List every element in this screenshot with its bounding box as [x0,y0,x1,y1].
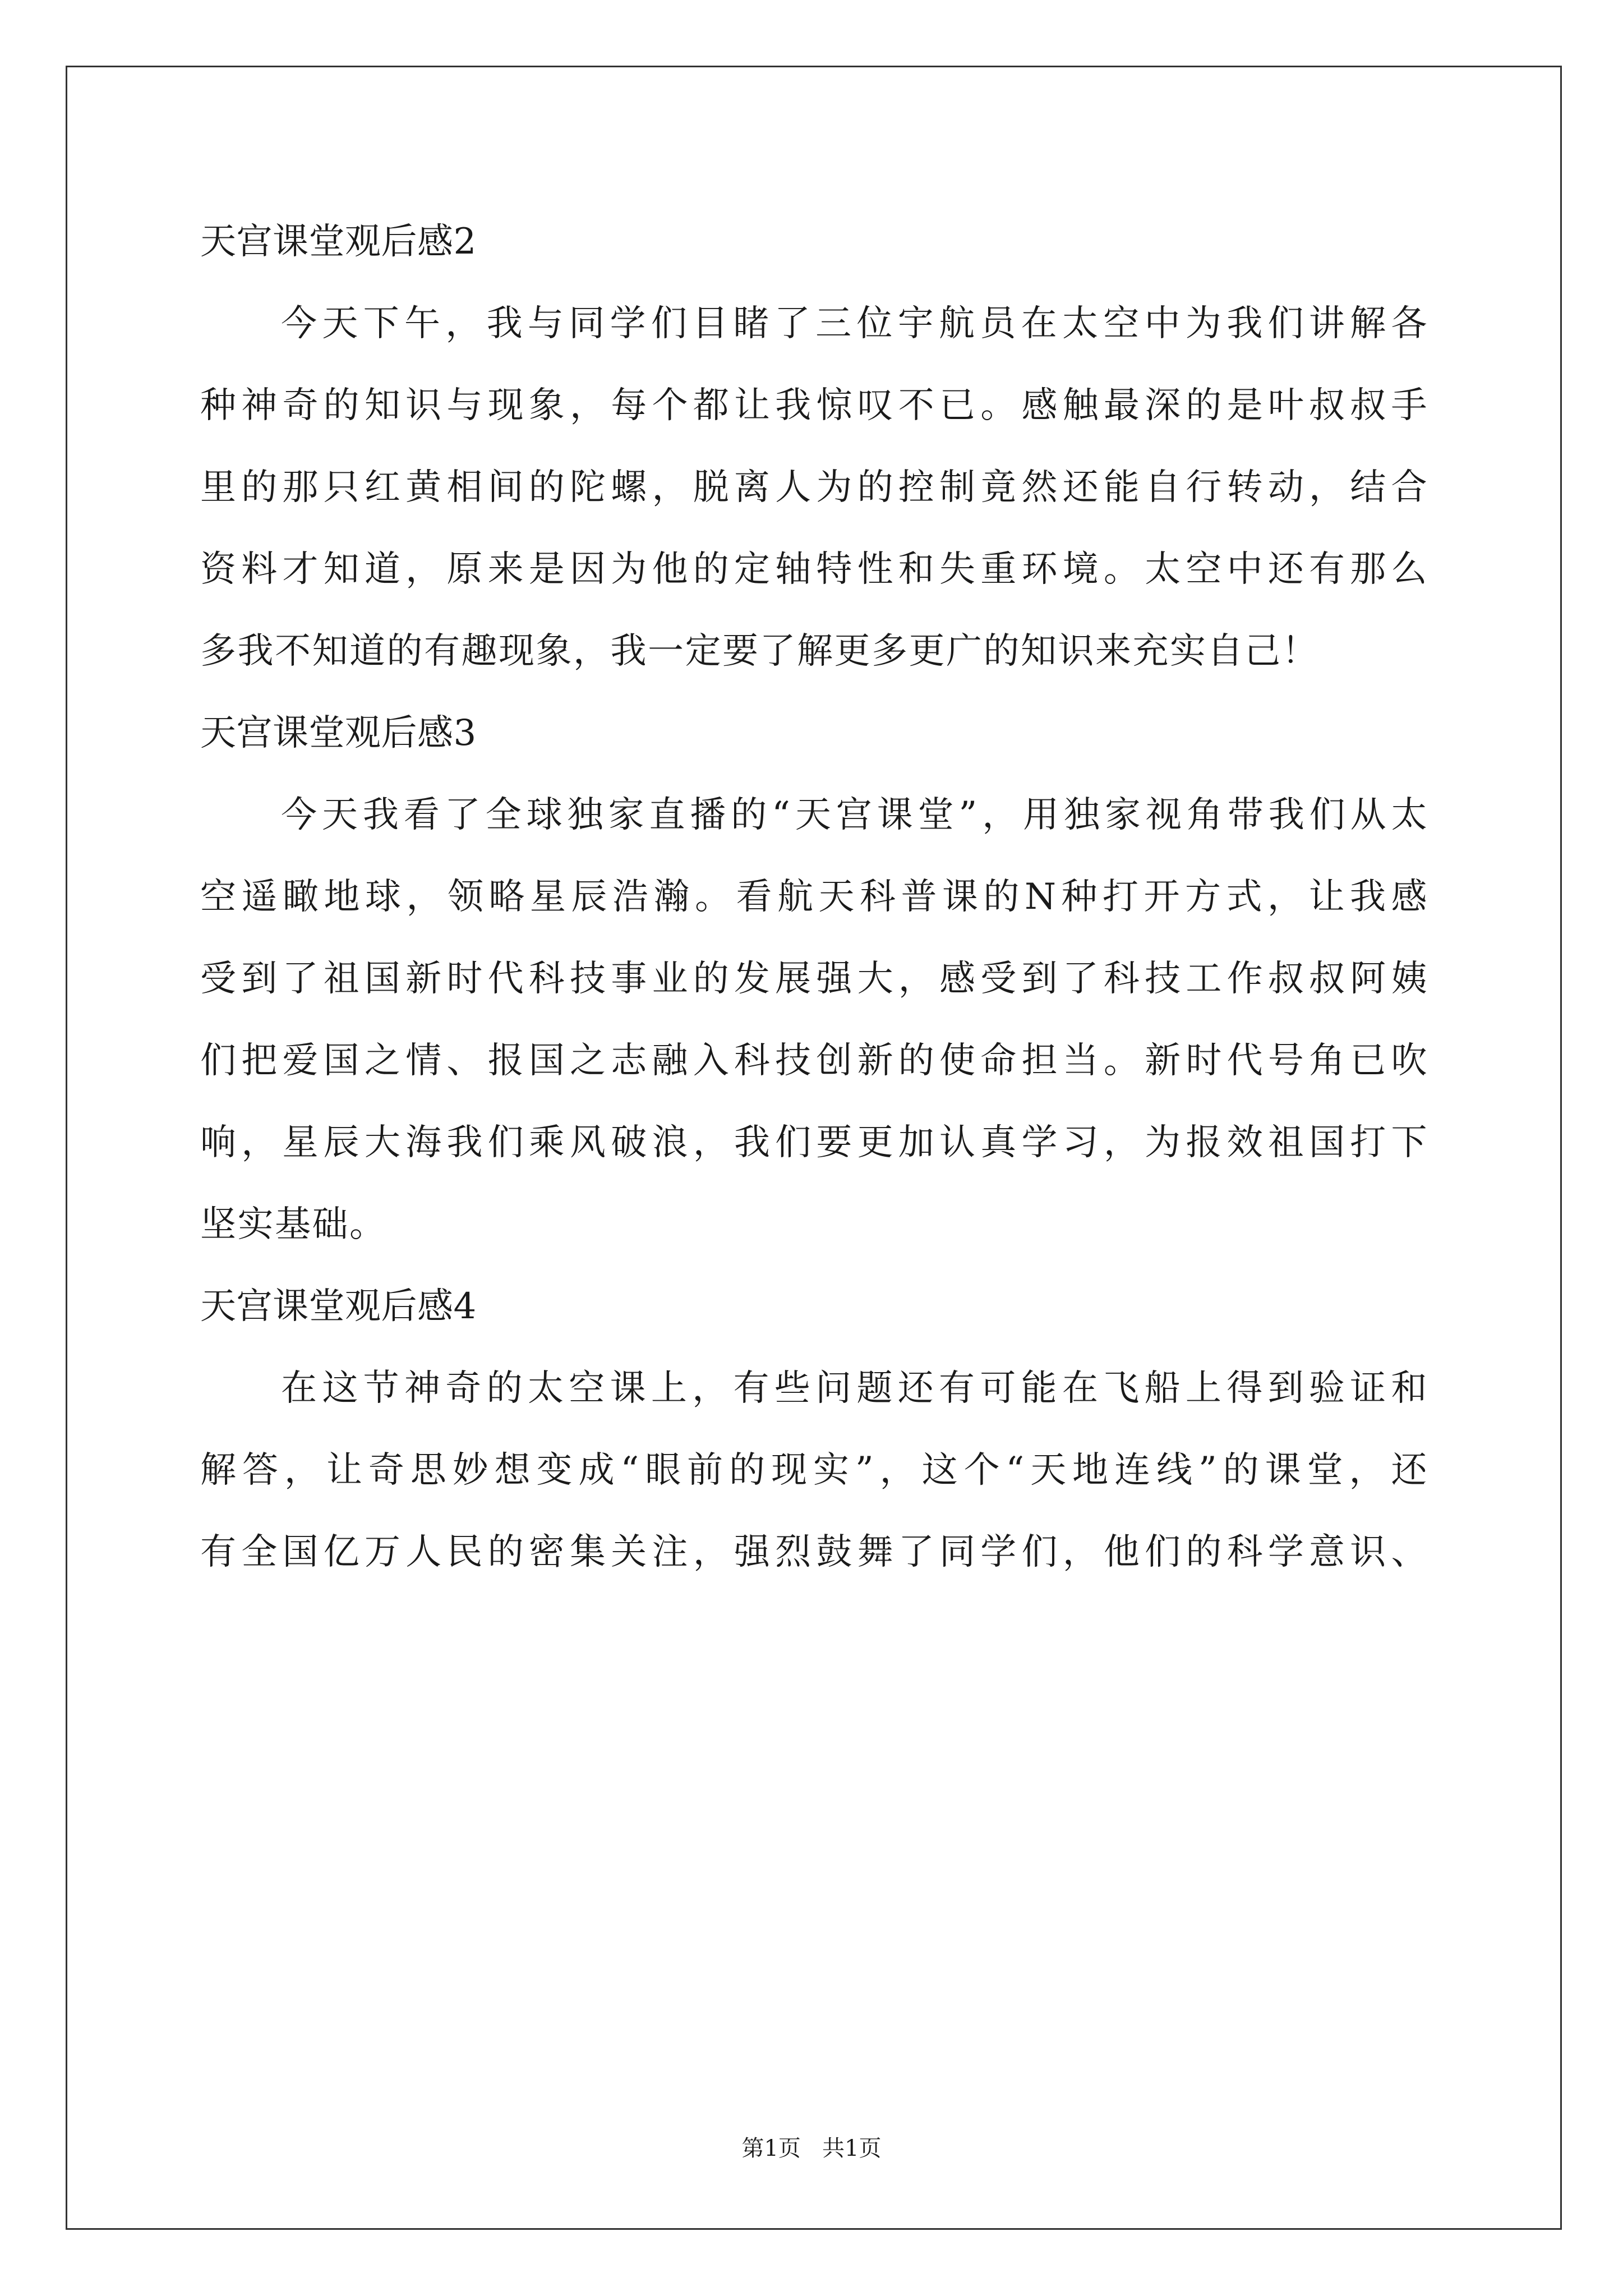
paragraph-line: 们把爱国之情、报国之志融入科技创新的使命担当。新时代号角已吹 [200,1040,1428,1082]
section-heading: 天宫课堂观后感3 [200,712,477,754]
section-heading: 天宫课堂观后感2 [200,221,477,263]
paragraph-line: 里的那只红黄相间的陀螺，脱离人为的控制竟然还能自行转动，结合 [200,467,1428,508]
document-body [200,201,1428,1593]
paragraph-line: 今天我看了全球独家直播的“天宫课堂”，用独家视角带我们从太 [281,794,1428,836]
paragraph-line: 坚实基础。 [200,1204,387,1245]
paragraph-line: 今天下午，我与同学们目睹了三位宇航员在太空中为我们讲解各 [281,303,1428,344]
paragraph-line: 解答，让奇思妙想变成“眼前的现实”，这个“天地连线”的课堂，还 [200,1450,1428,1491]
section-heading: 天宫课堂观后感4 [200,1286,477,1327]
paragraph-line: 资料才知道，原来是因为他的定轴特性和失重环境。太空中还有那么 [200,549,1428,590]
page-number-footer: 第1页 共1页 [741,2136,882,2161]
paragraph-line: 空遥瞰地球，领略星辰浩瀚。看航天科普课的N种打开方式，让我感 [200,876,1428,918]
paragraph-line: 受到了祖国新时代科技事业的发展强大，感受到了科技工作叔叔阿姨 [200,958,1428,1000]
paragraph-line: 响，星辰大海我们乘风破浪，我们要更加认真学习，为报效祖国打下 [200,1122,1428,1163]
paragraph-line: 种神奇的知识与现象，每个都让我惊叹不已。感触最深的是叶叔叔手 [200,385,1428,426]
paragraph-line: 多我不知道的有趣现象，我一定要了解更多更广的知识来充实自己！ [200,631,1319,672]
paragraph-line: 有全国亿万人民的密集关注，强烈鼓舞了同学们，他们的科学意识、 [200,1531,1428,1573]
paragraph-line: 在这节神奇的太空课上，有些问题还有可能在飞船上得到验证和 [281,1368,1428,1409]
